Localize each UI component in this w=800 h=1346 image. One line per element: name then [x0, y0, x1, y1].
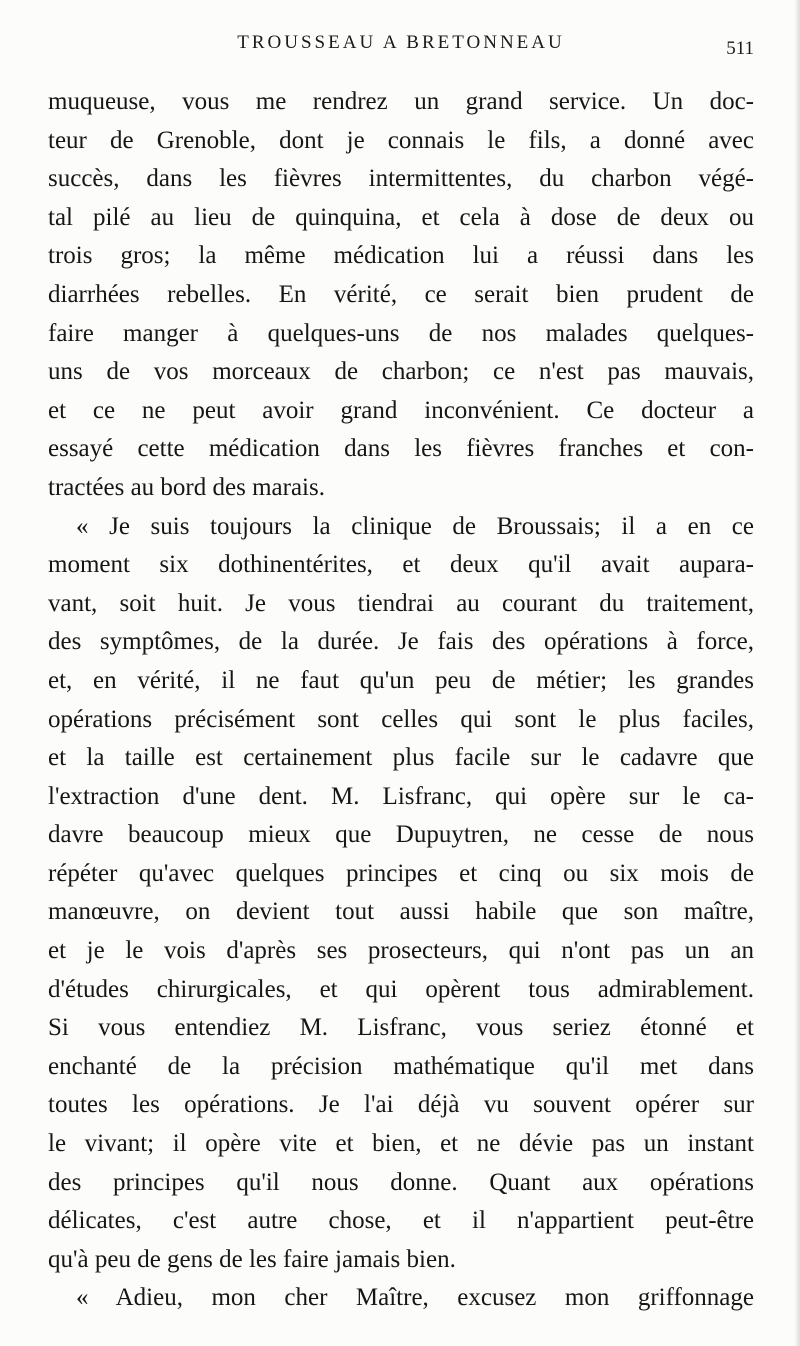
text-line: délicates, c'est autre chose, et il n'appartient peut-être	[48, 1207, 754, 1235]
page-number: 511	[726, 38, 754, 59]
text-line: diarrhées rebelles. En vérité, ce serait bien prudent de	[48, 280, 754, 308]
text-line: vant, soit huit. Je vous tiendrai au courant du traitement,	[48, 589, 754, 617]
text-line: tal pilé au lieu de quinquina, et cela à dose de deux ou	[48, 203, 754, 231]
text-line: uns de vos morceaux de charbon; ce n'est pas mauvais,	[48, 358, 754, 386]
paragraph-end-line: qu'à peu de gens de les faire jamais bien.	[48, 1245, 456, 1273]
text-line: trois gros; la même médication lui a réussi dans les	[48, 242, 754, 270]
text-line: et la taille est certainement plus facile sur le cadavre que	[48, 744, 754, 772]
text-line: opérations précisément sont celles qui sont le plus faciles,	[48, 705, 754, 733]
text-line: succès, dans les fièvres intermittentes, du charbon végé-	[48, 165, 754, 193]
text-line: toutes les opérations. Je l'ai déjà vu souvent opérer sur	[48, 1091, 754, 1119]
text-line: faire manger à quelques-uns de nos malades quelques-	[48, 319, 754, 347]
text-line: moment six dothinentérites, et deux qu'il avait aupara-	[48, 551, 754, 579]
text-line: essayé cette médication dans les fièvres franches et con-	[48, 435, 754, 463]
text-line: des symptômes, de la durée. Je fais des opérations à force,	[48, 628, 754, 656]
text-line: enchanté de la précision mathématique qu'il met dans	[48, 1052, 754, 1080]
paragraph-end-line: tractées au bord des marais.	[48, 473, 325, 501]
running-head	[48, 32, 754, 58]
text-line: des principes qu'il nous donne. Quant aux opérations	[48, 1168, 754, 1196]
text-line: d'études chirurgicales, et qui opèrent tous admirablement.	[48, 975, 754, 1003]
paragraph-start-line: « Je suis toujours la clinique de Broussais; il a en ce	[76, 512, 754, 540]
text-line: le vivant; il opère vite et bien, et ne dévie pas un instant	[48, 1130, 754, 1158]
body-text	[48, 83, 754, 1318]
paragraph-start-line: « Adieu, mon cher Maître, excusez mon griffonnage	[76, 1284, 754, 1312]
text-line: l'extraction d'une dent. M. Lisfranc, qui opère sur le ca-	[48, 782, 754, 810]
text-line: teur de Grenoble, dont je connais le fils, a donné avec	[48, 126, 754, 154]
text-line: davre beaucoup mieux que Dupuytren, ne cesse de nous	[48, 821, 754, 849]
text-line: manœuvre, on devient tout aussi habile que son maître,	[48, 898, 754, 926]
text-line: muqueuse, vous me rendrez un grand service. Un doc-	[48, 88, 754, 115]
text-line: et, en vérité, il ne faut qu'un peu de métier; les grandes	[48, 666, 754, 694]
text-line: Si vous entendiez M. Lisfranc, vous seriez étonné et	[48, 1014, 754, 1042]
text-line: et je le vois d'après ses prosecteurs, qui n'ont pas un an	[48, 937, 754, 965]
text-line: répéter qu'avec quelques principes et cinq ou six mois de	[48, 859, 754, 887]
text-line: et ce ne peut avoir grand inconvénient. Ce docteur a	[48, 396, 754, 424]
running-title: TROUSSEAU A BRETONNEAU	[237, 32, 565, 53]
